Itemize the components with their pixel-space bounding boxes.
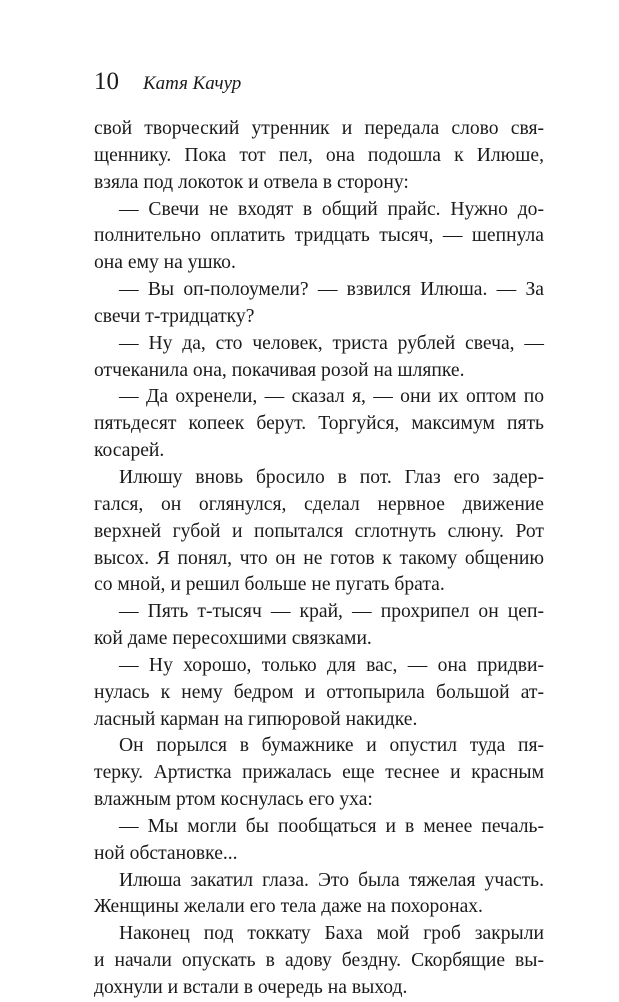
text-line: — Пять т-тысяч — край, — прохрипел он цеп- xyxy=(119,601,544,623)
text-line: взяла под локоток и отвела в сторону: xyxy=(94,171,409,193)
running-head xyxy=(94,67,241,97)
body-text xyxy=(94,116,544,1002)
text-line: дохнули и встали в очередь на выход. xyxy=(94,977,408,998)
text-line: — Свечи не входят в общий прайс. Нужно до- xyxy=(119,198,544,220)
text-line: терку. Артистка прижалась еще теснее и красным xyxy=(94,762,544,784)
page-number: 10 xyxy=(94,68,119,95)
text-line: Наконец под токкату Баха мой гроб закрыли xyxy=(119,923,544,945)
text-line: пятьдесят копеек берут. Торгуйся, максимум пять xyxy=(94,413,544,435)
running-head-author: Катя Качур xyxy=(143,73,242,94)
text-line: кой даме пересохшими связками. xyxy=(94,628,372,650)
text-line: — Мы могли бы пообщаться и в менее печаль- xyxy=(119,815,544,837)
text-line: и начали опускать в адову бездну. Скорбящие вы- xyxy=(94,950,544,972)
text-line: свечи т-тридцатку? xyxy=(94,305,255,327)
text-line: — Да охренели, — сказал я, — они их оптом по xyxy=(119,386,544,408)
text-line: Илюшу вновь бросило в пот. Глаз его задер- xyxy=(119,466,544,488)
text-line: Женщины желали его тела даже на похоронах. xyxy=(94,896,483,918)
text-line: Илюша закатил глаза. Это была тяжелая участь. xyxy=(119,869,544,891)
text-line: нулась к нему бедром и оттопырила большой ат- xyxy=(94,681,544,703)
text-line: — Ну да, сто человек, триста рублей свеча, — xyxy=(119,332,544,354)
text-line: влажным ртом коснулась его уха: xyxy=(94,789,373,811)
text-line: верхней губой и попытался сглотнуть слюну. Рот xyxy=(94,520,544,542)
text-line: свой творческий утренник и передала слово свя- xyxy=(94,118,544,139)
text-line: со мной, и решил больше не пугать брата. xyxy=(94,574,445,596)
text-line: гался, он оглянулся, сделал нервное движение xyxy=(94,493,544,515)
text-line: высох. Я понял, что он не готов к такому общению xyxy=(94,547,544,569)
text-line: — Ну хорошо, только для вас, — она придви- xyxy=(119,654,544,676)
text-line: она ему на ушко. xyxy=(94,252,236,274)
text-line: ласный карман на гипюровой накидке. xyxy=(94,708,418,730)
text-line: — Вы оп-полоумели? — взвился Илюша. — За xyxy=(119,279,544,301)
text-line: ной обстановке... xyxy=(94,842,238,864)
text-line: щеннику. Пока тот пел, она подошла к Илюше, xyxy=(94,144,544,166)
text-line: косарей. xyxy=(94,440,165,462)
text-line: отчеканила она, покачивая розой на шляпке. xyxy=(94,359,465,381)
text-line: Он порылся в бумажнике и опустил туда пя- xyxy=(119,735,544,757)
text-line: полнительно оплатить тридцать тысяч, — шепнула xyxy=(94,225,544,247)
